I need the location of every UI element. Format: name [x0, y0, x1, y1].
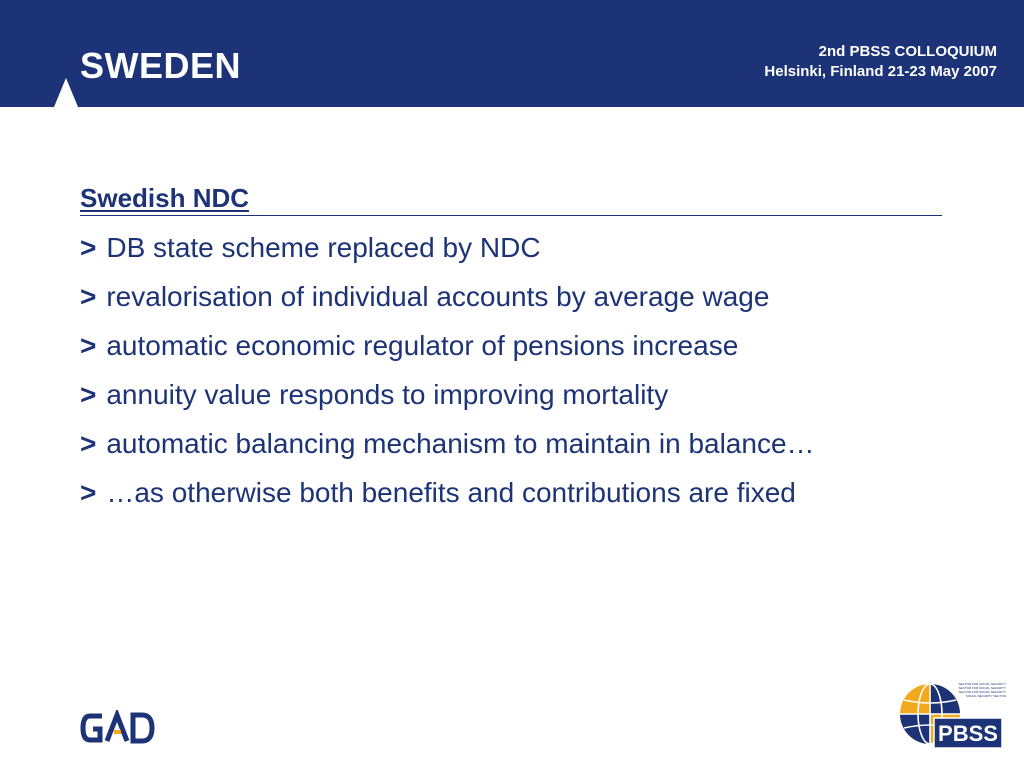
bullet-text: automatic balancing mechanism to maintain in balance…: [106, 428, 815, 459]
pbss-caption-line: SECTOR FOR SOCIAL SECURITY: [958, 690, 1006, 694]
bullet-marker: >: [80, 281, 97, 312]
list-item: [80, 428, 815, 477]
pbss-caption-line: SECTOR FOR SOCIAL SECURITY: [958, 686, 1006, 690]
list-item: [80, 232, 815, 281]
gad-logo-accent: [114, 730, 121, 734]
bullet-text: automatic economic regulator of pensions increase: [106, 330, 739, 361]
bullet-text: …as otherwise both benefits and contributions are fixed: [106, 477, 796, 508]
header-notch: [54, 78, 78, 107]
gad-logo: [80, 710, 156, 746]
pbss-logo-text: PBSS: [938, 721, 998, 746]
bullet-marker: >: [80, 330, 97, 361]
bullet-marker: >: [80, 428, 97, 459]
gad-logo-d: [133, 715, 152, 741]
bullet-text: revalorisation of individual accounts by average wage: [106, 281, 770, 312]
event-name: 2nd PBSS COLLOQUIUM: [818, 43, 997, 60]
section-title: Swedish NDC: [80, 183, 250, 213]
slide-title: SWEDEN: [80, 45, 242, 86]
list-item: [80, 477, 815, 526]
bullet-marker: >: [80, 232, 97, 263]
pbss-caption-line: SOCIAL SECURITY SECTOR: [965, 694, 1006, 698]
event-info: [764, 42, 997, 82]
bullet-list: [80, 232, 815, 526]
section-heading: [80, 183, 942, 216]
header-bar: [0, 0, 1024, 107]
bullet-text: annuity value responds to improving mortality: [106, 379, 669, 410]
gad-logo-a: [107, 715, 127, 741]
pbss-caption-line: SECTOR FOR SOCIAL SECURITY: [958, 682, 1006, 686]
list-item: [80, 379, 815, 428]
bullet-marker: >: [80, 379, 97, 410]
pbss-caption: [948, 682, 1006, 698]
bullet-marker: >: [80, 477, 97, 508]
list-item: [80, 281, 815, 330]
event-location-date: Helsinki, Finland 21-23 May 2007: [764, 63, 997, 80]
list-item: [80, 330, 815, 379]
gad-logo-g: [83, 716, 102, 740]
bullet-text: DB state scheme replaced by NDC: [106, 232, 541, 263]
